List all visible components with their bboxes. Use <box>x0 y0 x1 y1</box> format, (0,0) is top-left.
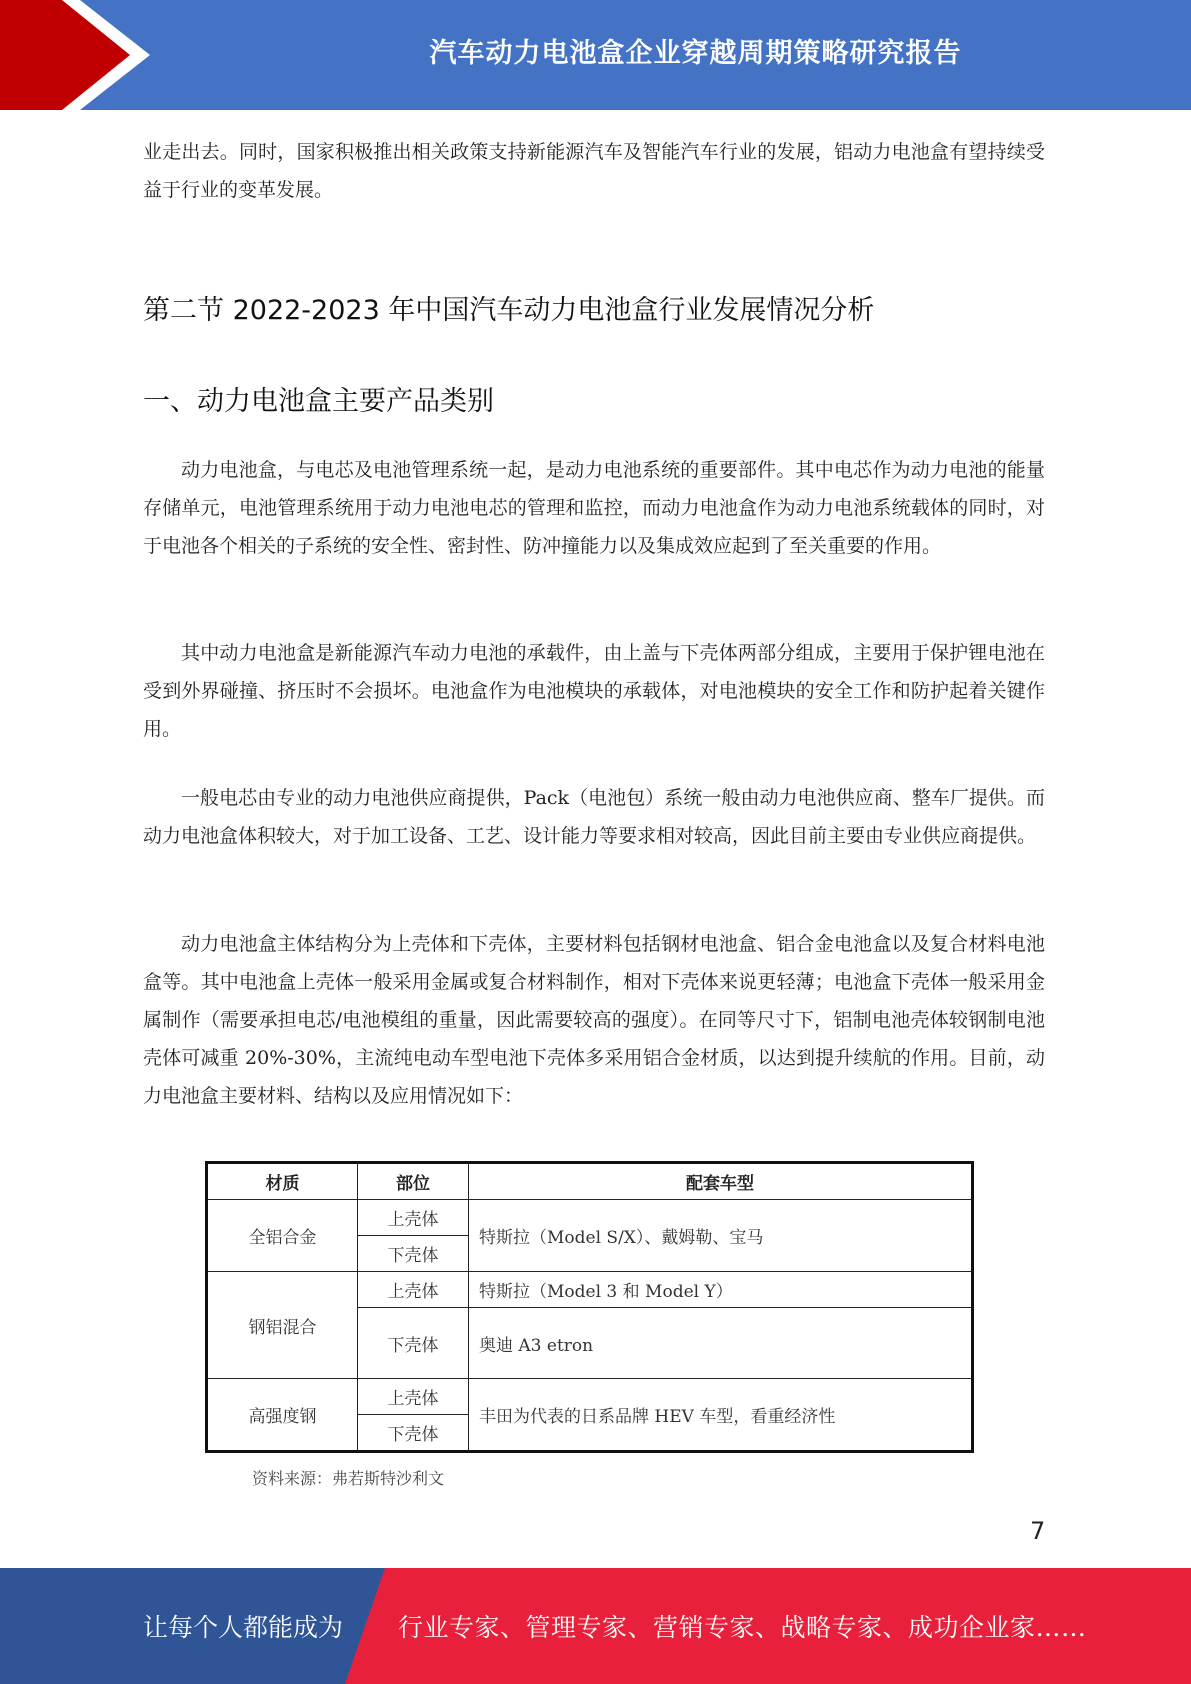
paragraph: 动力电池盒主体结构分为上壳体和下壳体，主要材料包括钢材电池盒、铝合金电池盒以及复合材料电池盒等。其中电池盒上壳体一般采用金属或复合材料制作，相对下壳体来说更轻薄；电池盒下壳体一般采用金属制作（需要承担电芯/电池模组的重量，因此需要较高的强度）。在同等尺寸下，铝制电池壳体较钢制电池壳体可减重 20%-30%，主流纯电动车型电池下壳体多采用铝合金材质，以达到提升续航的作用。目前，动力电池盒主要材料、结构以及应用情况如下： <box>143 933 1045 1107</box>
footer-slogan-right: 行业专家、管理专家、营销专家、战略专家、成功企业家…… <box>398 1613 1087 1642</box>
paragraph-block-3 <box>143 779 1045 855</box>
header-models: 配套车型 <box>469 1163 973 1200</box>
paragraph-block-1 <box>143 451 1045 565</box>
page-header <box>0 0 1191 110</box>
table-row <box>207 1272 973 1308</box>
materials-table <box>205 1161 974 1453</box>
report-title: 汽车动力电池盒企业穿越周期策略研究报告 <box>429 37 962 69</box>
cell-material: 高强度钢 <box>207 1379 358 1452</box>
table-source-note: 资料来源：弗若斯特沙利文 <box>252 1469 445 1488</box>
subsection-title: 一、动力电池盒主要产品类别 <box>143 386 494 417</box>
cell-models: 丰田为代表的日系品牌 HEV 车型，看重经济性 <box>469 1379 973 1452</box>
paragraph-block-2 <box>143 634 1045 748</box>
header-material: 材质 <box>207 1163 358 1200</box>
header-part: 部位 <box>358 1163 469 1200</box>
materials-table-wrapper <box>205 1161 974 1453</box>
table-row <box>207 1200 973 1236</box>
cell-part: 下壳体 <box>358 1308 469 1379</box>
cell-part: 上壳体 <box>358 1379 469 1415</box>
page-footer <box>0 1568 1191 1684</box>
cell-models: 特斯拉（Model 3 和 Model Y） <box>469 1272 973 1308</box>
section-title: 第二节 2022-2023 年中国汽车动力电池盒行业发展情况分析 <box>143 295 875 326</box>
table-row <box>207 1379 973 1415</box>
cell-part: 上壳体 <box>358 1272 469 1308</box>
cell-material: 全铝合金 <box>207 1200 358 1272</box>
cell-models: 特斯拉（Model S/X）、戴姆勒、宝马 <box>469 1200 973 1272</box>
cell-part: 上壳体 <box>358 1200 469 1236</box>
table-header-row <box>207 1163 973 1200</box>
footer-slogan-left: 让每个人都能成为 <box>143 1613 344 1642</box>
intro-block <box>143 133 1045 209</box>
paragraph: 一般电芯由专业的动力电池供应商提供，Pack（电池包）系统一般由动力电池供应商、整车厂提供。而动力电池盒体积较大，对于加工设备、工艺、设计能力等要求相对较高，因此目前主要由专业供应商提供。 <box>143 787 1045 847</box>
cell-part: 下壳体 <box>358 1415 469 1452</box>
page-number: 7 <box>1030 1517 1046 1545</box>
cell-models: 奥迪 A3 etron <box>469 1308 973 1379</box>
paragraph-block-4 <box>143 925 1045 1115</box>
paragraph: 动力电池盒，与电芯及电池管理系统一起，是动力电池系统的重要部件。其中电芯作为动力电池的能量存储单元，电池管理系统用于动力电池电芯的管理和监控，而动力电池盒作为动力电池系统载体的同时，对于电池各个相关的子系统的安全性、密封性、防冲撞能力以及集成效应起到了至关重要的作用。 <box>143 459 1045 557</box>
cell-material: 钢铝混合 <box>207 1272 358 1379</box>
intro-paragraph: 业走出去。同时，国家积极推出相关政策支持新能源汽车及智能汽车行业的发展，铝动力电池盒有望持续受益于行业的变革发展。 <box>143 141 1045 201</box>
cell-part: 下壳体 <box>358 1236 469 1272</box>
paragraph: 其中动力电池盒是新能源汽车动力电池的承载件，由上盖与下壳体两部分组成，主要用于保护锂电池在受到外界碰撞、挤压时不会损坏。电池盒作为电池模块的承载体，对电池模块的安全工作和防护起着关键作用。 <box>143 642 1045 740</box>
